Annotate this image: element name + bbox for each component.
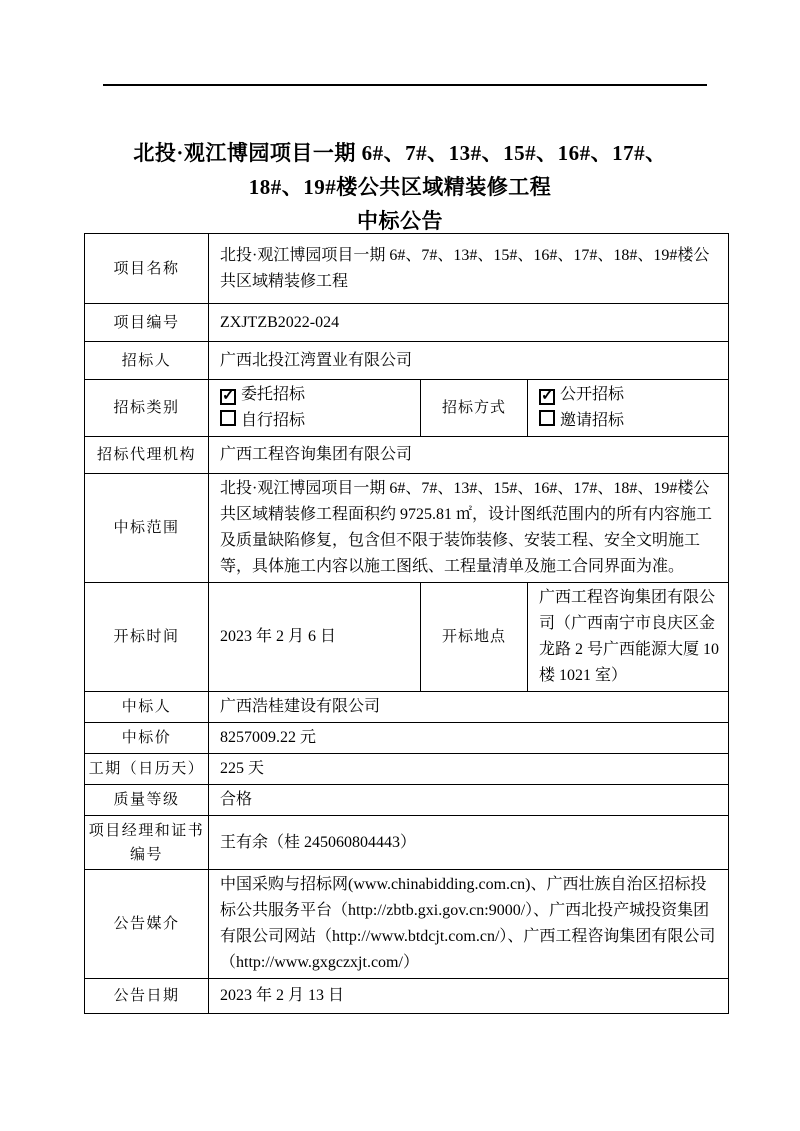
row-media: [85, 870, 729, 979]
price-value: 8257009.22 元: [209, 723, 729, 754]
self-run-option-label: 自行招标: [241, 412, 306, 429]
row-project-name: [85, 234, 729, 304]
agency-value: 广西工程咨询集团有限公司: [209, 437, 729, 474]
unchecked-checkbox-icon: [220, 410, 236, 426]
self-run-option: [220, 412, 305, 429]
winner-value: 广西浩桂建设有限公司: [209, 692, 729, 723]
manager-value: 王有余（桂 245060804443）: [209, 816, 729, 870]
manager-label: 项目经理和证书编号: [85, 816, 209, 870]
open-option: [539, 386, 624, 403]
bid-category-label: 招标类别: [85, 380, 209, 437]
title-subtitle: 中标公告: [357, 209, 443, 233]
header-rule: [103, 84, 707, 86]
price-label: 中标价: [85, 723, 209, 754]
bid-category-options: [209, 380, 421, 437]
checked-checkbox-icon: ✓: [541, 388, 554, 404]
entrusted-option-label: 委托招标: [241, 386, 306, 403]
row-manager: [85, 816, 729, 870]
media-value: 中国采购与招标网(www.chinabidding.com.cn)、广西壮族自治区招标投标公共服务平台（http://zbtb.gxi.gov.cn:9000/）、广西北投产城投资集团有限公司网站（http://www.btdcjt.com.cn/）、广西工程咨询集团有限公司（http://www.gxgczxjt.com/）: [209, 870, 729, 979]
opening-time-label: 开标时间: [85, 583, 209, 692]
open-option-label: 公开招标: [560, 386, 625, 403]
checked-checkbox-icon: ✓: [222, 388, 235, 404]
winner-label: 中标人: [85, 692, 209, 723]
row-agency: [85, 437, 729, 474]
quality-label: 质量等级: [85, 785, 209, 816]
row-quality: [85, 785, 729, 816]
date-label: 公告日期: [85, 979, 209, 1014]
row-duration: [85, 754, 729, 785]
scope-label: 中标范围: [85, 474, 209, 583]
project-name-value: 北投·观江博园项目一期 6#、7#、13#、15#、16#、17#、18#、19#楼公共区域精装修工程: [209, 234, 729, 304]
row-price: [85, 723, 729, 754]
row-project-no: [85, 304, 729, 342]
quality-value: 合格: [209, 785, 729, 816]
opening-time-value: 2023 年 2 月 6 日: [209, 583, 421, 692]
row-bid-category: [85, 380, 729, 437]
title-line-2: 18#、19#楼公共区域精装修工程: [248, 175, 552, 199]
media-label: 公告媒介: [85, 870, 209, 979]
opening-place-value: 广西工程咨询集团有限公司（广西南宁市良庆区金龙路 2 号广西能源大厦 10 楼 1021 室）: [528, 583, 729, 692]
project-no-value: ZXJTZB2022-024: [209, 304, 729, 342]
unchecked-checkbox-icon: [539, 410, 555, 426]
duration-value: 225 天: [209, 754, 729, 785]
bid-method-label: 招标方式: [421, 380, 528, 437]
project-name-label: 项目名称: [85, 234, 209, 304]
bid-method-options: [528, 380, 729, 437]
invited-option-label: 邀请招标: [560, 412, 625, 429]
agency-label: 招标代理机构: [85, 437, 209, 474]
title-line-1: 北投·观江博园项目一期 6#、7#、13#、15#、16#、17#、: [133, 141, 667, 165]
tenderer-value: 广西北投江湾置业有限公司: [209, 342, 729, 380]
duration-label: 工期（日历天）: [85, 754, 209, 785]
date-value: 2023 年 2 月 13 日: [209, 979, 729, 1014]
tenderer-label: 招标人: [85, 342, 209, 380]
row-scope: [85, 474, 729, 583]
row-opening: [85, 583, 729, 692]
opening-place-label: 开标地点: [421, 583, 528, 692]
entrusted-option: [220, 386, 305, 403]
invited-option: [539, 412, 624, 429]
project-no-label: 项目编号: [85, 304, 209, 342]
row-date: [85, 979, 729, 1014]
document-title: [0, 136, 800, 238]
bid-announcement-table: [84, 233, 729, 1014]
row-tenderer: [85, 342, 729, 380]
scope-value: 北投·观江博园项目一期 6#、7#、13#、15#、16#、17#、18#、19#楼公共区域精装修工程面积约 9725.81 ㎡，设计图纸范围内的所有内容施工及质量缺陷修复，包含但不限于装饰装修、安装工程、安全文明施工等，具体施工内容以施工图纸、工程量清单及施工合同界面为准。: [209, 474, 729, 583]
row-winner: [85, 692, 729, 723]
